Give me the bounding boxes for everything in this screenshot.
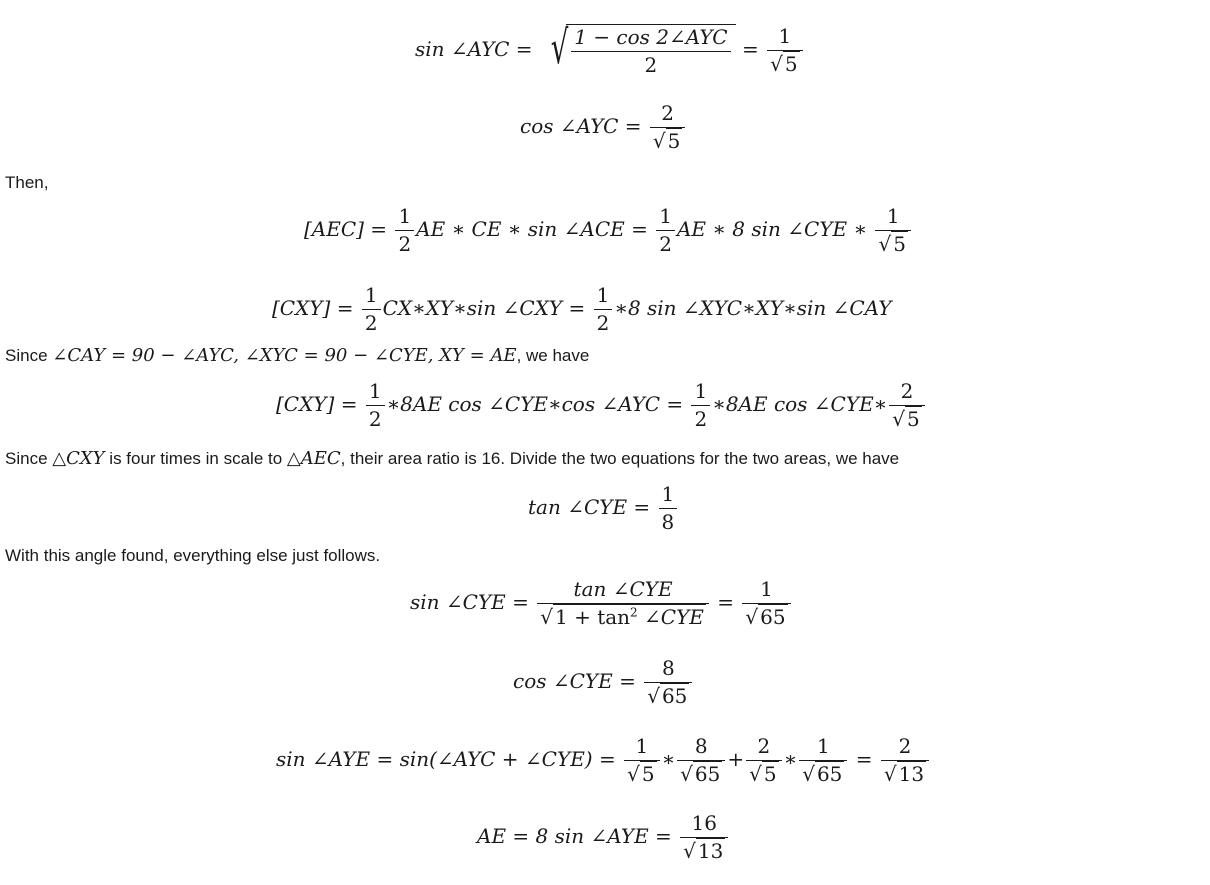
- equation-cos-ayc: cos ∠AYC = $\frac{2}{√ 5}$: [520, 102, 687, 153]
- equation-tan-cye: tan ∠CYE = $\frac{1}{8}$: [528, 483, 679, 534]
- equation-ae: AE = 8 sin ∠AYE = $\frac{16}{√ 13}$: [477, 812, 730, 863]
- equation-area-cxy-expanded: [CXY] = $\frac{1}{2}$ ∗8AE cos ∠CYE∗cos ∠AYC = $\frac{1}{2}$ ∗8AE cos ∠CYE∗ $\frac{2}{√ 5}$: [276, 380, 927, 431]
- with-angle-text: With this angle found, everything else just follows.: [5, 546, 381, 565]
- equation-sin-aye: sin ∠AYE = sin(∠AYC + ∠CYE) = $\frac{1}{√ 5}$ ∗ $\frac{8}{√ 65}$ + $\frac{2}{√ 5}$ ∗ $\frac{1}{√ 65}$ = $\frac{2}{√ 13}$: [276, 735, 931, 786]
- equation-cos-cye: cos ∠CYE = $\frac{8}{√ 65}$: [513, 657, 694, 708]
- equation-area-aec: [AEC] = $\frac{1}{2}$ AE ∗ CE ∗ sin ∠ACE = $\frac{1}{2}$ AE ∗ 8 sin ∠CYE ∗ $\frac{1}{√ 5}$: [304, 205, 913, 256]
- equation-sin-cye: sin ∠CYE = $\frac{\text{tan ∠CYE}}{√ 1 + \tan^2 \angle CYE}$ = $\frac{1}{√ 65}$: [410, 578, 793, 629]
- since-substitution-text: Since ∠CAY = 90 − ∠AYC, ∠XYC = 90 − ∠CYE, XY = AE, we have: [5, 345, 590, 366]
- then-text: Then,: [5, 173, 49, 192]
- equation-sin-ayc: sin ∠AYC = √ $\frac{\text{1 − cos 2∠AYC}}{2}$ = $\frac{1}{√ 5}$: [415, 24, 805, 77]
- equation-area-cxy: [CXY] = $\frac{1}{2}$ CX∗XY∗sin ∠CXY = $\frac{1}{2}$ ∗8 sin ∠XYC∗XY∗sin ∠CAY: [272, 283, 892, 335]
- square-root: √ $\frac{\text{1 − cos 2∠AYC}}{2}$: [539, 24, 736, 77]
- since-scale-text: Since △CXY is four times in scale to △AEC, their area ratio is 16. Divide the two equations for the two areas, we have: [5, 448, 900, 469]
